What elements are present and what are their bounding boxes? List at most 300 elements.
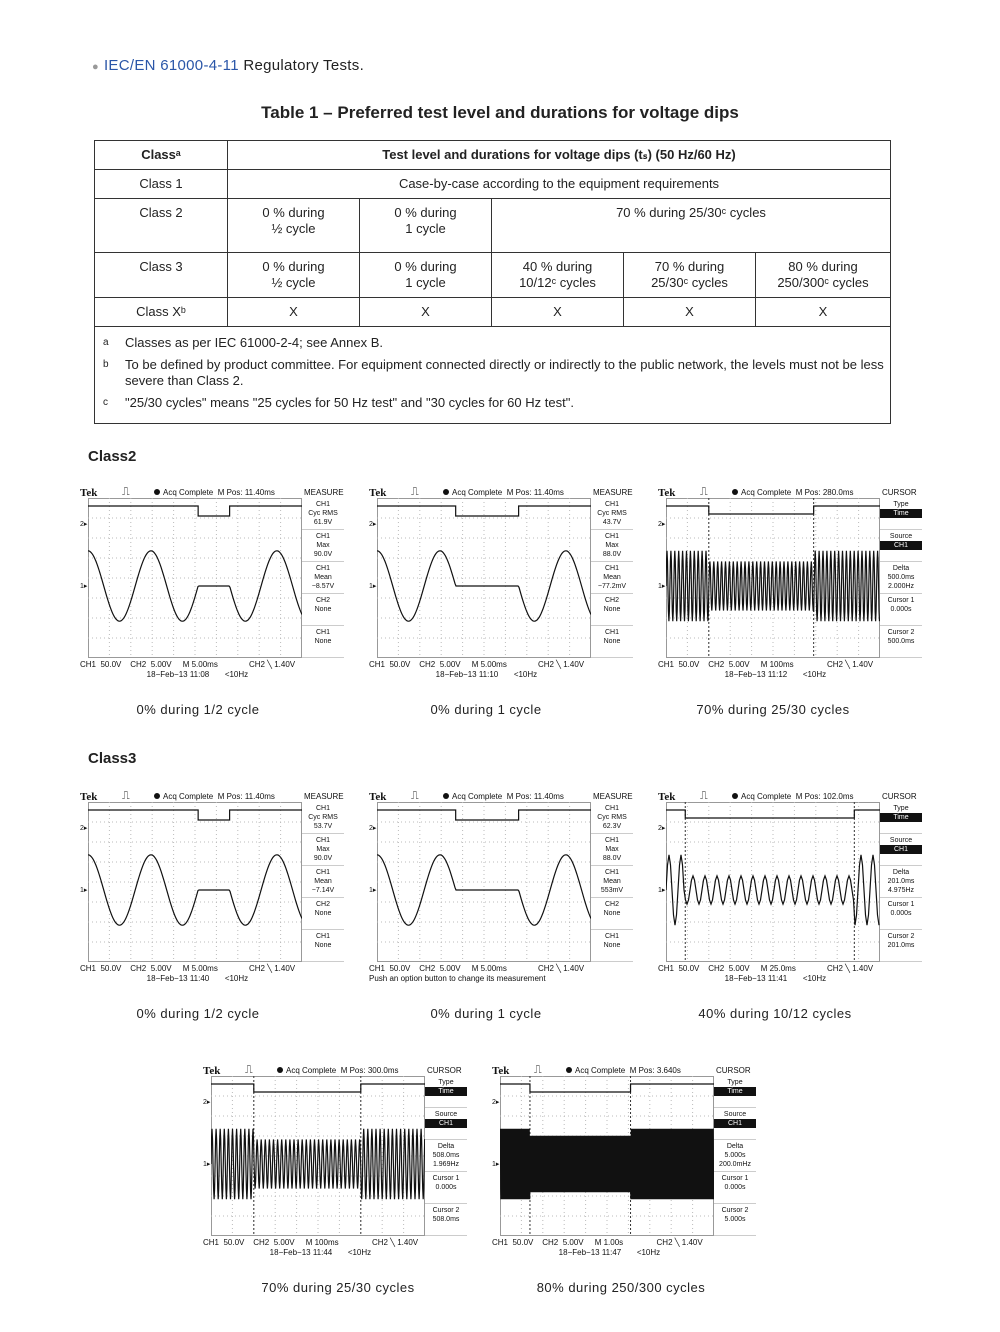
ch2-marker: 2▸ xyxy=(80,521,88,528)
scope-footer xyxy=(80,660,295,680)
readout-item xyxy=(302,802,344,834)
readout-item xyxy=(302,626,344,658)
readout-label: CH2 xyxy=(604,901,619,908)
scope-caption: 70% during 25/30 cycles xyxy=(261,1280,415,1295)
readout-item xyxy=(302,930,344,962)
readout-item xyxy=(591,626,633,658)
scope-grid xyxy=(211,1076,425,1236)
readout-item xyxy=(880,562,922,594)
table-title: Table 1 – Preferred test level and durations for voltage dips xyxy=(261,103,739,122)
status-dot-icon xyxy=(732,489,738,495)
header-class: Classᵃ xyxy=(95,141,228,170)
brand-logo: Tek xyxy=(369,487,387,499)
ch1-marker: 1▸ xyxy=(658,887,666,894)
readout-item xyxy=(714,1140,756,1172)
table-row xyxy=(95,170,891,199)
readout-value: None xyxy=(603,910,621,917)
oscilloscope-screenshot xyxy=(203,1062,467,1268)
footer-line: CH1 50.0V CH2 5.00V M 5.00ms CH2 ╲ 1.40V xyxy=(80,964,296,973)
scope-footer xyxy=(80,964,295,984)
readout-label: CH1 xyxy=(604,565,619,572)
mpos-text: M Pos: 3.640s xyxy=(629,1066,681,1075)
footer-line: CH1 50.0V CH2 5.00V M 100ms CH2 ╲ 1.40V xyxy=(658,660,874,669)
class3-c4: 70 % during 25/30ᶜ cycles xyxy=(624,253,756,298)
readout-item xyxy=(880,626,922,658)
scope-caption: 0% during 1 cycle xyxy=(430,702,542,717)
readout-value: 201.0ms xyxy=(887,878,915,885)
scope-grid xyxy=(88,498,302,658)
table-notes xyxy=(95,327,891,424)
readout-label: Delta xyxy=(892,869,910,876)
footer-line: 18−Feb−13 11:41 <10Hz xyxy=(658,974,827,983)
scope-caption: 80% during 250/300 cycles xyxy=(536,1280,706,1295)
readout-panel xyxy=(880,802,922,962)
footer-line: CH1 50.0V CH2 5.00V M 5.00ms CH2 ╲ 1.40V xyxy=(369,964,585,973)
readout-label: CH1 xyxy=(604,629,619,636)
oscilloscope-screenshot xyxy=(658,788,922,994)
brand-logo: Tek xyxy=(80,791,98,803)
readout-label: Type xyxy=(727,1079,743,1086)
status-dot-icon xyxy=(443,793,449,799)
readout-label: CH1 xyxy=(315,869,330,876)
footer-line: CH1 50.0V CH2 5.00V M 1.00s CH2 ╲ 1.40V xyxy=(492,1238,703,1247)
classx-cell: X xyxy=(492,298,624,327)
brand-logo: Tek xyxy=(203,1065,221,1077)
acq-text: Acq Complete xyxy=(452,792,503,801)
readout-item xyxy=(591,530,633,562)
mpos-text: M Pos: 11.40ms xyxy=(217,488,275,497)
footer-line: 18−Feb−13 11:10 <10Hz xyxy=(369,670,538,679)
acq-text: Acq Complete xyxy=(741,488,792,497)
readout-item xyxy=(591,594,633,626)
brand-logo: Tek xyxy=(369,791,387,803)
scope-grid xyxy=(377,802,591,962)
readout-item xyxy=(302,866,344,898)
readout-label: CH1 xyxy=(604,533,619,540)
classx-cell: X xyxy=(624,298,756,327)
readout-value: None xyxy=(603,638,621,645)
readout-value: Cyc RMS xyxy=(308,510,338,517)
scope-footer xyxy=(658,964,873,984)
readout-value: 5.000s xyxy=(724,1152,746,1159)
status-dot-icon xyxy=(566,1067,572,1073)
readout-value: Time xyxy=(425,1087,467,1096)
footnote-text: Classes as per IEC 61000-2-4; see Annex B. xyxy=(125,335,383,350)
trigger-icon: ⎍ xyxy=(700,790,708,802)
readout-value2: 53.7V xyxy=(313,823,333,830)
trigger-icon: ⎍ xyxy=(700,486,708,498)
class1-name: Class 1 xyxy=(95,170,228,199)
class3-c2: 0 % during 1 cycle xyxy=(360,253,492,298)
ch1-marker: 1▸ xyxy=(203,1161,211,1168)
readout-value: 500.0ms xyxy=(887,638,915,645)
readout-item xyxy=(880,866,922,898)
readout-item xyxy=(425,1204,467,1236)
readout-item xyxy=(880,498,922,530)
acq-text: Acq Complete xyxy=(163,488,214,497)
readout-item xyxy=(880,930,922,962)
readout-label: Cursor 1 xyxy=(887,597,915,604)
ch2-marker: 2▸ xyxy=(369,825,377,832)
readout-label: CH2 xyxy=(604,597,619,604)
readout-label: Source xyxy=(723,1111,747,1118)
readout-value2: 90.0V xyxy=(313,855,333,862)
status-dot-icon xyxy=(443,489,449,495)
readout-value: Mean xyxy=(314,574,332,581)
readout-label: CH1 xyxy=(604,805,619,812)
footnote-text: To be defined by product committee. For equipment connected directly or indirectly to the public network, the levels must not be less severe than Class 2. xyxy=(125,357,884,388)
intro-line xyxy=(92,57,364,74)
scope-caption: 0% during 1/2 cycle xyxy=(136,1006,260,1021)
oscilloscope-screenshot xyxy=(80,484,344,690)
ch1-marker: 1▸ xyxy=(80,887,88,894)
scope-grid xyxy=(88,802,302,962)
readout-value: Max xyxy=(316,846,330,853)
trigger-icon: ⎍ xyxy=(411,790,419,802)
readout-value: Max xyxy=(605,542,619,549)
readout-item xyxy=(302,594,344,626)
readout-label: Delta xyxy=(892,565,910,572)
class3-name: Class 3 xyxy=(95,253,228,298)
readout-item xyxy=(591,834,633,866)
readout-item xyxy=(880,802,922,834)
trigger-icon: ⎍ xyxy=(122,486,130,498)
readout-value: None xyxy=(314,606,332,613)
readout-value: Time xyxy=(880,509,922,518)
readout-value: 0.000s xyxy=(890,910,912,917)
readout-panel xyxy=(302,802,344,962)
readout-label: CH1 xyxy=(315,565,330,572)
readout-panel xyxy=(425,1076,467,1236)
readout-value2: −8.57V xyxy=(311,583,335,590)
readout-value2: −77.2mV xyxy=(597,583,627,590)
readout-value: None xyxy=(314,910,332,917)
scope-caption: 0% during 1/2 cycle xyxy=(136,702,260,717)
mode-label: CURSOR xyxy=(882,792,917,801)
readout-value: None xyxy=(314,942,332,949)
table-row xyxy=(95,253,891,298)
readout-item xyxy=(714,1204,756,1236)
footnote xyxy=(103,395,884,411)
scope-footer xyxy=(369,964,584,984)
readout-value: 0.000s xyxy=(435,1184,457,1191)
footnote-mark: c xyxy=(103,397,108,408)
mode-label: MEASURE xyxy=(593,488,633,497)
readout-value2: 62.3V xyxy=(602,823,622,830)
mpos-text: M Pos: 300.0ms xyxy=(340,1066,399,1075)
footer-line: CH1 50.0V CH2 5.00V M 5.00ms CH2 ╲ 1.40V xyxy=(369,660,585,669)
readout-item xyxy=(591,562,633,594)
readout-label: CH1 xyxy=(315,933,330,940)
readout-panel xyxy=(302,498,344,658)
ch2-marker: 2▸ xyxy=(80,825,88,832)
voltage-dip-table xyxy=(94,140,891,424)
scope-caption: 40% during 10/12 cycles xyxy=(698,1006,852,1021)
readout-value: 201.0ms xyxy=(887,942,915,949)
readout-value: None xyxy=(603,606,621,613)
classx-cell: X xyxy=(756,298,891,327)
mode-label: CURSOR xyxy=(427,1066,462,1075)
class3-c1: 0 % during ½ cycle xyxy=(228,253,360,298)
mpos-text: M Pos: 280.0ms xyxy=(795,488,854,497)
header-test: Test level and durations for voltage dips (tₛ) (50 Hz/60 Hz) xyxy=(228,141,891,170)
class2-c2: 0 % during 1 cycle xyxy=(360,199,492,253)
readout-value2: 2.000Hz xyxy=(887,583,915,590)
acq-status xyxy=(154,792,275,801)
brand-logo: Tek xyxy=(658,791,676,803)
footnote-mark: b xyxy=(103,359,109,370)
readout-label: Cursor 2 xyxy=(887,933,915,940)
acq-status xyxy=(277,1066,399,1075)
readout-item xyxy=(425,1140,467,1172)
scope-grid xyxy=(500,1076,714,1236)
readout-value: Max xyxy=(605,846,619,853)
readout-label: Cursor 2 xyxy=(887,629,915,636)
readout-label: CH1 xyxy=(604,837,619,844)
readout-value: 0.000s xyxy=(724,1184,746,1191)
readout-value: Time xyxy=(880,813,922,822)
footer-line: 18−Feb−13 11:47 <10Hz xyxy=(492,1248,661,1257)
mode-label: MEASURE xyxy=(593,792,633,801)
intro-text: Regulatory Tests. xyxy=(238,57,365,74)
status-dot-icon xyxy=(732,793,738,799)
readout-item xyxy=(880,834,922,866)
table-row xyxy=(95,199,891,253)
acq-text: Acq Complete xyxy=(163,792,214,801)
readout-value: Time xyxy=(714,1087,756,1096)
readout-panel xyxy=(591,802,633,962)
readout-item xyxy=(302,898,344,930)
readout-panel xyxy=(714,1076,756,1236)
ch1-marker: 1▸ xyxy=(369,583,377,590)
footer-line: CH1 50.0V CH2 5.00V M 25.0ms CH2 ╲ 1.40V xyxy=(658,964,874,973)
readout-value: 508.0ms xyxy=(432,1216,460,1223)
readout-item xyxy=(880,530,922,562)
readout-item xyxy=(714,1108,756,1140)
mode-label: MEASURE xyxy=(304,792,344,801)
readout-value2: −7.14V xyxy=(311,887,335,894)
readout-value2: 200.0mHz xyxy=(719,1161,751,1168)
readout-label: CH1 xyxy=(315,501,330,508)
readout-item xyxy=(302,498,344,530)
scope-footer xyxy=(203,1238,418,1258)
mode-label: CURSOR xyxy=(716,1066,751,1075)
readout-value2: 43.7V xyxy=(602,519,622,526)
readout-label: CH1 xyxy=(315,629,330,636)
brand-logo: Tek xyxy=(80,487,98,499)
footer-line: Push an option button to change its measurement xyxy=(369,974,546,983)
readout-item xyxy=(880,898,922,930)
bullet-icon: ● xyxy=(92,61,99,73)
readout-item xyxy=(591,802,633,834)
readout-label: CH2 xyxy=(315,901,330,908)
readout-panel xyxy=(880,498,922,658)
classx-name: Class Xᵇ xyxy=(95,298,228,327)
readout-item xyxy=(425,1108,467,1140)
mpos-text: M Pos: 11.40ms xyxy=(506,792,564,801)
readout-value: CH1 xyxy=(714,1119,756,1128)
readout-label: Cursor 1 xyxy=(887,901,915,908)
ch1-marker: 1▸ xyxy=(658,583,666,590)
section-class3-heading: Class3 xyxy=(88,750,137,767)
mode-label: CURSOR xyxy=(882,488,917,497)
footer-line: CH1 50.0V CH2 5.00V M 5.00ms CH2 ╲ 1.40V xyxy=(80,660,296,669)
footer-line: CH1 50.0V CH2 5.00V M 100ms CH2 ╲ 1.40V xyxy=(203,1238,419,1247)
footnote-mark: a xyxy=(103,337,109,348)
readout-item xyxy=(425,1172,467,1204)
readout-item xyxy=(591,866,633,898)
readout-label: Delta xyxy=(726,1143,744,1150)
readout-panel xyxy=(591,498,633,658)
acq-status xyxy=(566,1066,681,1075)
class3-c3: 40 % during 10/12ᶜ cycles xyxy=(492,253,624,298)
scope-footer xyxy=(658,660,873,680)
classx-cell: X xyxy=(360,298,492,327)
readout-value2: 90.0V xyxy=(313,551,333,558)
readout-value: 0.000s xyxy=(890,606,912,613)
oscilloscope-screenshot xyxy=(80,788,344,994)
acq-status xyxy=(732,488,854,497)
acq-status xyxy=(732,792,854,801)
class1-text: Case-by-case according to the equipment requirements xyxy=(228,170,891,199)
ch2-marker: 2▸ xyxy=(203,1099,211,1106)
scope-grid xyxy=(666,802,880,962)
readout-value: CH1 xyxy=(880,845,922,854)
oscilloscope-screenshot xyxy=(658,484,922,690)
readout-label: Delta xyxy=(437,1143,455,1150)
brand-logo: Tek xyxy=(492,1065,510,1077)
ch1-trace xyxy=(500,1129,714,1199)
readout-value: Mean xyxy=(603,574,621,581)
scope-caption: 0% during 1 cycle xyxy=(430,1006,542,1021)
trigger-icon: ⎍ xyxy=(122,790,130,802)
class2-name: Class 2 xyxy=(95,199,228,253)
footer-line: 18−Feb−13 11:12 <10Hz xyxy=(658,670,827,679)
readout-label: CH1 xyxy=(604,869,619,876)
readout-label: Source xyxy=(889,533,913,540)
mpos-text: M Pos: 11.40ms xyxy=(506,488,564,497)
ch2-marker: 2▸ xyxy=(492,1099,500,1106)
scope-grid xyxy=(377,498,591,658)
ch2-marker: 2▸ xyxy=(658,521,666,528)
readout-label: Cursor 2 xyxy=(721,1207,749,1214)
readout-label: Source xyxy=(434,1111,458,1118)
readout-value2: 4.975Hz xyxy=(887,887,915,894)
readout-value: 500.0ms xyxy=(887,574,915,581)
readout-item xyxy=(591,498,633,530)
acq-text: Acq Complete xyxy=(741,792,792,801)
ch1-marker: 1▸ xyxy=(369,887,377,894)
readout-value: 508.0ms xyxy=(432,1152,460,1159)
oscilloscope-screenshot xyxy=(369,484,633,690)
readout-label: CH2 xyxy=(315,597,330,604)
brand-logo: Tek xyxy=(658,487,676,499)
readout-label: Cursor 2 xyxy=(432,1207,460,1214)
footnote xyxy=(103,335,884,351)
table-header-row xyxy=(95,141,891,170)
readout-value2: 61.9V xyxy=(313,519,333,526)
readout-label: Type xyxy=(438,1079,454,1086)
readout-label: Type xyxy=(893,501,909,508)
readout-value: Max xyxy=(316,542,330,549)
ch1-marker: 1▸ xyxy=(492,1161,500,1168)
trigger-icon: ⎍ xyxy=(245,1064,253,1076)
readout-label: CH1 xyxy=(315,533,330,540)
trigger-icon: ⎍ xyxy=(411,486,419,498)
readout-value: CH1 xyxy=(880,541,922,550)
section-class2-heading: Class2 xyxy=(88,448,137,465)
readout-item xyxy=(302,562,344,594)
readout-item xyxy=(714,1076,756,1108)
scope-footer xyxy=(492,1238,703,1258)
table-row xyxy=(95,298,891,327)
readout-item xyxy=(425,1076,467,1108)
readout-value: Cyc RMS xyxy=(308,814,338,821)
readout-label: Source xyxy=(889,837,913,844)
acq-text: Acq Complete xyxy=(286,1066,337,1075)
readout-label: CH1 xyxy=(604,501,619,508)
trigger-icon: ⎍ xyxy=(534,1064,542,1076)
readout-value: Mean xyxy=(314,878,332,885)
acq-status xyxy=(154,488,275,497)
class2-c3: 70 % during 25/30ᶜ cycles xyxy=(492,199,891,253)
oscilloscope-screenshot xyxy=(369,788,633,994)
readout-label: Type xyxy=(893,805,909,812)
readout-value: Cyc RMS xyxy=(597,510,627,517)
mpos-text: M Pos: 102.0ms xyxy=(795,792,854,801)
readout-value2: 553mV xyxy=(600,887,624,894)
scope-caption: 70% during 25/30 cycles xyxy=(696,702,850,717)
ch1-marker: 1▸ xyxy=(80,583,88,590)
mpos-text: M Pos: 11.40ms xyxy=(217,792,275,801)
readout-value2: 88.0V xyxy=(602,551,622,558)
status-dot-icon xyxy=(154,793,160,799)
readout-value: CH1 xyxy=(425,1119,467,1128)
scope-footer xyxy=(369,660,584,680)
footer-line: 18−Feb−13 11:08 <10Hz xyxy=(80,670,249,679)
footnote-text: "25/30 cycles" means "25 cycles for 50 Hz test" and "30 cycles for 60 Hz test". xyxy=(125,395,574,410)
readout-label: CH1 xyxy=(315,837,330,844)
readout-value: Cyc RMS xyxy=(597,814,627,821)
readout-value: None xyxy=(314,638,332,645)
acq-text: Acq Complete xyxy=(575,1066,626,1075)
acq-status xyxy=(443,488,564,497)
footer-line: 18−Feb−13 11:40 <10Hz xyxy=(80,974,249,983)
readout-item xyxy=(302,834,344,866)
readout-label: Cursor 1 xyxy=(432,1175,460,1182)
status-dot-icon xyxy=(154,489,160,495)
readout-value: None xyxy=(603,942,621,949)
classx-cell: X xyxy=(228,298,360,327)
readout-value: 5.000s xyxy=(724,1216,746,1223)
footer-line: 18−Feb−13 11:44 <10Hz xyxy=(203,1248,372,1257)
acq-text: Acq Complete xyxy=(452,488,503,497)
acq-status xyxy=(443,792,564,801)
readout-item xyxy=(714,1172,756,1204)
ch2-marker: 2▸ xyxy=(658,825,666,832)
readout-item xyxy=(591,898,633,930)
class2-c1: 0 % during ½ cycle xyxy=(228,199,360,253)
readout-value2: 1.969Hz xyxy=(432,1161,460,1168)
table-notes-row xyxy=(95,327,891,424)
status-dot-icon xyxy=(277,1067,283,1073)
standard-link[interactable]: IEC/EN 61000-4-11 xyxy=(103,57,239,74)
readout-label: CH1 xyxy=(604,933,619,940)
readout-item xyxy=(880,594,922,626)
readout-label: CH1 xyxy=(315,805,330,812)
footnote xyxy=(103,357,884,389)
readout-value: Mean xyxy=(603,878,621,885)
